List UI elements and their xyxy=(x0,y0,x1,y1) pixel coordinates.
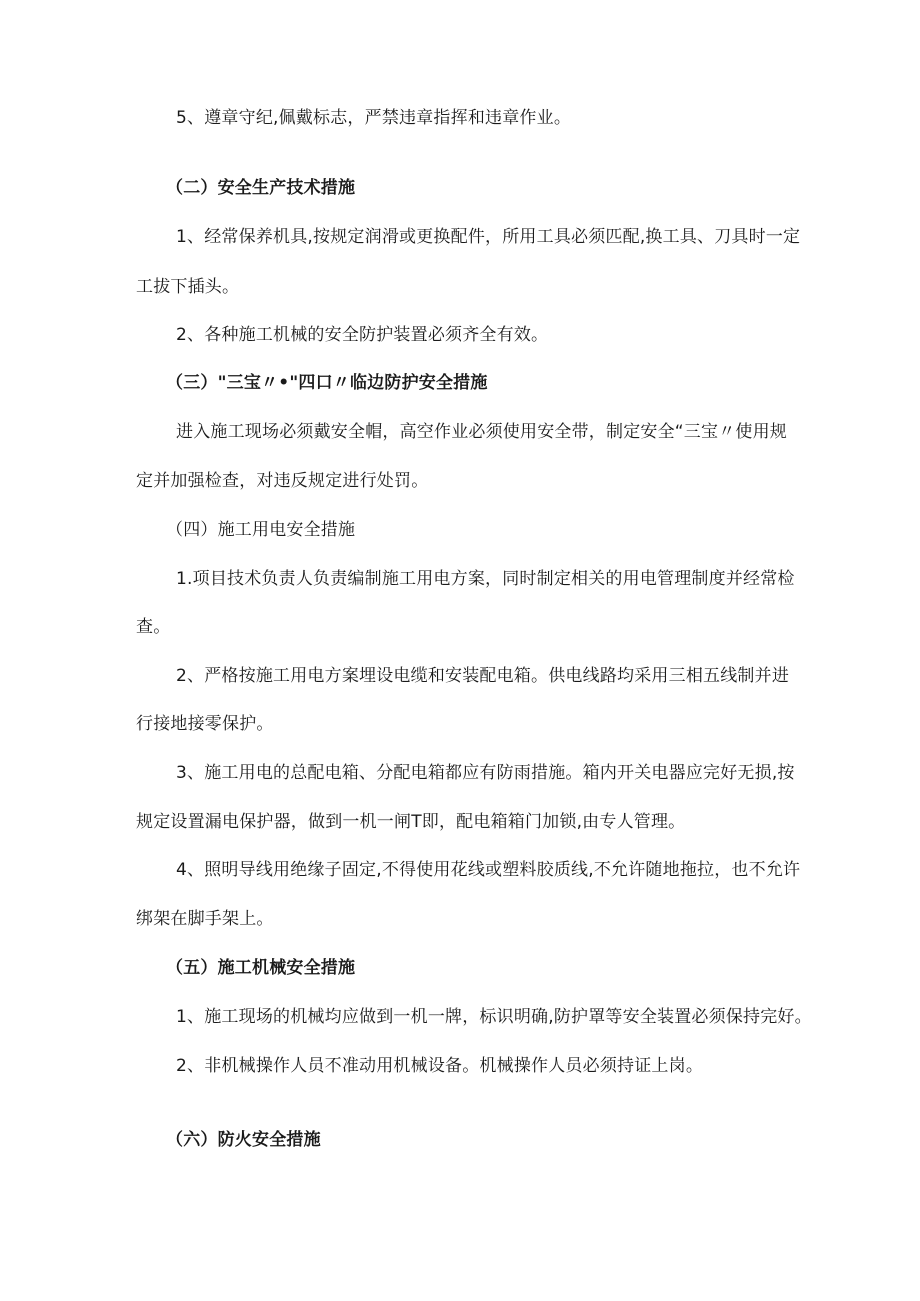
paragraph-line: 工拔下插头。 xyxy=(136,277,240,297)
paragraph-line: 1、经常保养机具,按规定润滑或更换配件，所用工具必须匹配,换工具、刀具时一定 xyxy=(176,227,801,247)
paragraph-line: 规定设置漏电保护器，做到一机一闸T即，配电箱箱门加锁,由专人管理。 xyxy=(136,812,686,832)
section-heading: （三）"三宝〃•"四口〃临边防护安全措施 xyxy=(166,373,488,393)
paragraph-line: 2、严格按施工用电方案埋设电缆和安装配电箱。供电线路均采用三相五线制并进 xyxy=(176,666,790,686)
section-heading: （六）防火安全措施 xyxy=(166,1130,321,1150)
paragraph-line: 定并加强检查，对违反规定进行处罚。 xyxy=(136,471,429,491)
section-heading: （二）安全生产技术措施 xyxy=(166,178,356,198)
paragraph-line: 5、遵章守纪,佩戴标志，严禁违章指挥和违章作业。 xyxy=(176,108,572,128)
paragraph-line: 行接地接零保护。 xyxy=(136,714,274,734)
paragraph-line: 2、各种施工机械的安全防护装置必须齐全有效。 xyxy=(176,325,549,345)
paragraph-line: 2、非机械操作人员不准动用机械设备。机械操作人员必须持证上岗。 xyxy=(176,1056,704,1076)
paragraph-line: 1.项目技术负责人负责编制施工用电方案，同时制定相关的用电管理制度并经常检 xyxy=(176,569,795,589)
paragraph-line: 4、照明导线用绝缘子固定,不得使用花线或塑料胶质线,不允许随地拖拉，也不允许 xyxy=(176,860,801,880)
paragraph-line: 绑架在脚手架上。 xyxy=(136,909,274,929)
paragraph-line: 查。 xyxy=(136,617,171,637)
paragraph-line: 1、施工现场的机械均应做到一机一牌，标识明确,防护罩等安全装置必须保持完好。 xyxy=(176,1007,812,1027)
section-heading: （五）施工机械安全措施 xyxy=(166,958,356,978)
paragraph-line: 进入施工现场必须戴安全帽，高空作业必须使用安全带，制定安全“三宝〃使用规 xyxy=(176,422,788,442)
section-heading: （四）施工用电安全措施 xyxy=(166,520,356,540)
paragraph-line: 3、施工用电的总配电箱、分配电箱都应有防雨措施。箱内开关电器应完好无损,按 xyxy=(176,763,795,783)
